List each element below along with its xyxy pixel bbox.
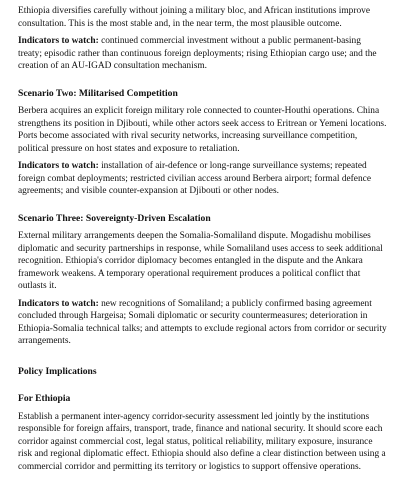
policy-heading: Policy Implications — [18, 365, 97, 377]
scenario-one-indicators — [18, 35, 387, 73]
policy-subheading: For Ethiopia — [18, 393, 71, 404]
scenario-two-heading: Scenario Two: Militarised Competition — [18, 87, 178, 99]
indicators-label: Indicators to watch: — [18, 36, 99, 46]
scenario-two-indicators — [18, 160, 387, 198]
indicators-text: new recognitions of Somaliland; a publicly confirmed basing agreement concluded through Hargeisa; Somali diplomatic or security countermeasures; deterioration in Ethiopia-Somalia technical talks; and attempts to exclude regional actors from corridor or security arrangements. — [18, 298, 387, 346]
intro-text: Ethiopia diversifies carefully without joining a military bloc, and African institutions improve consultation. This is the most stable and, in the near term, the most plausible outcome. — [18, 6, 371, 29]
indicators-label: Indicators to watch: — [18, 161, 99, 171]
scenario-three-body: External military arrangements deepen the Somalia-Somaliland dispute. Mogadishu mobilises diplomatic and security partnerships in response, while Somaliland uses access to seek additional recognition. Ethiopia's corridor diplomacy becomes entangled in the dispute and the Ankara framework weakens. A temporary operational requirement produces a political conflict that outlasts it. — [18, 231, 383, 291]
indicators-text: continued commercial investment without a public permanent-basing treaty; episodic rather than continuous foreign deployments; rising Ethiopian cargo use; and the creation of an AU-IGAD consultation mechanism. — [18, 36, 377, 71]
scenario-three-indicators — [18, 298, 387, 348]
indicators-label: Indicators to watch: — [18, 298, 99, 309]
intro-paragraph — [18, 5, 387, 30]
policy-body: Establish a permanent inter-agency corridor-security assessment led jointly by the institutions responsible for foreign affairs, transport, trade, finance and national security. It should score each corridor against commercial cost, legal status, political reliability, military exposure, insurance risk and regional diplomatic effect. Ethiopia should also define a clear distinction between using a commercial corridor and permitting its territory or logistics to support offensive operations. — [18, 411, 386, 472]
indicators-text: installation of air-defence or long-range surveillance systems; repeated foreign combat deployments; restricted civilian access around Berbera airport; formal defence agreements; and visible counter-expansion at Djibouti or other nodes. — [18, 161, 371, 196]
scenario-two-body: Berbera acquires an explicit foreign military role connected to counter-Houthi operations. China strengthens its position in Djibouti, while other actors seek access to Eritrean or Yemeni locations. Ports become associated with rival security networks, increasing surveillance competition, political pressure on host states and exposure to retaliation. — [18, 106, 387, 154]
scenario-three-heading: Scenario Three: Sovereignty-Driven Escalation — [18, 212, 211, 224]
